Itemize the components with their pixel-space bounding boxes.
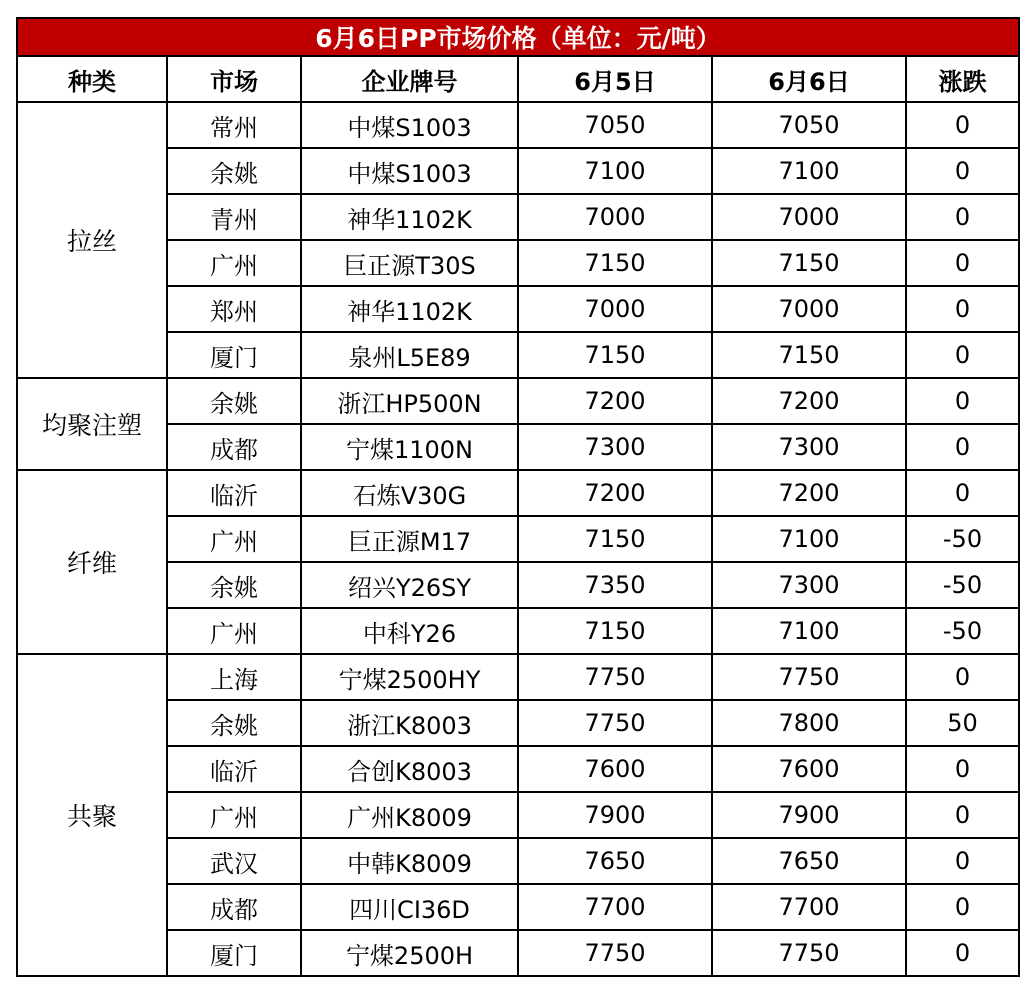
market-cell: 厦门	[167, 332, 301, 378]
prev-price-cell: 7150	[518, 240, 712, 286]
brand-cell: 中煤S1003	[301, 102, 518, 148]
prev-price-cell: 7750	[518, 654, 712, 700]
table-row	[17, 240, 1019, 286]
header-change: 涨跌	[906, 56, 1019, 102]
brand-cell: 宁煤1100N	[301, 424, 518, 470]
curr-price-cell: 7800	[712, 700, 906, 746]
prev-price-cell: 7150	[518, 608, 712, 654]
curr-price-cell: 7600	[712, 746, 906, 792]
table-row	[17, 654, 1019, 700]
brand-cell: 绍兴Y26SY	[301, 562, 518, 608]
brand-cell: 广州K8009	[301, 792, 518, 838]
market-cell: 广州	[167, 792, 301, 838]
change-cell: 0	[906, 884, 1019, 930]
curr-price-cell: 7300	[712, 424, 906, 470]
title-row	[17, 18, 1019, 56]
table-body	[17, 102, 1019, 976]
brand-cell: 泉州L5E89	[301, 332, 518, 378]
market-cell: 广州	[167, 516, 301, 562]
curr-price-cell: 7000	[712, 286, 906, 332]
change-cell: 0	[906, 378, 1019, 424]
prev-price-cell: 7350	[518, 562, 712, 608]
market-cell: 临沂	[167, 470, 301, 516]
change-cell: 0	[906, 838, 1019, 884]
table-row	[17, 562, 1019, 608]
table-row	[17, 516, 1019, 562]
market-cell: 余姚	[167, 700, 301, 746]
market-cell: 余姚	[167, 148, 301, 194]
market-cell: 青州	[167, 194, 301, 240]
change-cell: 0	[906, 746, 1019, 792]
change-cell: 0	[906, 286, 1019, 332]
brand-cell: 神华1102K	[301, 194, 518, 240]
market-cell: 广州	[167, 608, 301, 654]
brand-cell: 浙江HP500N	[301, 378, 518, 424]
change-cell: -50	[906, 516, 1019, 562]
market-cell: 厦门	[167, 930, 301, 976]
price-table	[16, 17, 1020, 977]
table-row	[17, 700, 1019, 746]
table-row	[17, 884, 1019, 930]
table-row	[17, 470, 1019, 516]
prev-price-cell: 7650	[518, 838, 712, 884]
table-row	[17, 148, 1019, 194]
header-brand: 企业牌号	[301, 56, 518, 102]
curr-price-cell: 7200	[712, 378, 906, 424]
category-cell: 均聚注塑	[17, 378, 167, 470]
market-cell: 郑州	[167, 286, 301, 332]
prev-price-cell: 7050	[518, 102, 712, 148]
brand-cell: 四川CI36D	[301, 884, 518, 930]
prev-price-cell: 7700	[518, 884, 712, 930]
change-cell: 0	[906, 654, 1019, 700]
prev-price-cell: 7200	[518, 470, 712, 516]
curr-price-cell: 7200	[712, 470, 906, 516]
market-cell: 成都	[167, 424, 301, 470]
change-cell: 50	[906, 700, 1019, 746]
brand-cell: 宁煤2500HY	[301, 654, 518, 700]
curr-price-cell: 7100	[712, 516, 906, 562]
curr-price-cell: 7150	[712, 240, 906, 286]
table-row	[17, 608, 1019, 654]
change-cell: 0	[906, 332, 1019, 378]
market-cell: 上海	[167, 654, 301, 700]
prev-price-cell: 7300	[518, 424, 712, 470]
change-cell: -50	[906, 562, 1019, 608]
curr-price-cell: 7700	[712, 884, 906, 930]
market-cell: 常州	[167, 102, 301, 148]
curr-price-cell: 7050	[712, 102, 906, 148]
market-cell: 成都	[167, 884, 301, 930]
change-cell: 0	[906, 424, 1019, 470]
prev-price-cell: 7100	[518, 148, 712, 194]
market-cell: 余姚	[167, 378, 301, 424]
prev-price-cell: 7750	[518, 930, 712, 976]
header-curr-date: 6月6日	[712, 56, 906, 102]
prev-price-cell: 7150	[518, 516, 712, 562]
category-cell: 共聚	[17, 654, 167, 976]
brand-cell: 巨正源M17	[301, 516, 518, 562]
table-row	[17, 792, 1019, 838]
header-category: 种类	[17, 56, 167, 102]
prev-price-cell: 7000	[518, 286, 712, 332]
change-cell: 0	[906, 102, 1019, 148]
price-table-container	[16, 17, 1020, 977]
brand-cell: 中科Y26	[301, 608, 518, 654]
change-cell: 0	[906, 470, 1019, 516]
curr-price-cell: 7150	[712, 332, 906, 378]
brand-cell: 巨正源T30S	[301, 240, 518, 286]
curr-price-cell: 7650	[712, 838, 906, 884]
table-row	[17, 930, 1019, 976]
curr-price-cell: 7300	[712, 562, 906, 608]
table-row	[17, 286, 1019, 332]
change-cell: 0	[906, 792, 1019, 838]
curr-price-cell: 7000	[712, 194, 906, 240]
curr-price-cell: 7750	[712, 654, 906, 700]
market-cell: 广州	[167, 240, 301, 286]
prev-price-cell: 7600	[518, 746, 712, 792]
curr-price-cell: 7100	[712, 608, 906, 654]
market-cell: 武汉	[167, 838, 301, 884]
prev-price-cell: 7900	[518, 792, 712, 838]
header-market: 市场	[167, 56, 301, 102]
brand-cell: 石炼V30G	[301, 470, 518, 516]
table-title: 6月6日PP市场价格（单位：元/吨）	[17, 18, 1019, 56]
curr-price-cell: 7100	[712, 148, 906, 194]
table-row	[17, 194, 1019, 240]
prev-price-cell: 7150	[518, 332, 712, 378]
curr-price-cell: 7900	[712, 792, 906, 838]
header-prev-date: 6月5日	[518, 56, 712, 102]
change-cell: 0	[906, 148, 1019, 194]
table-row	[17, 332, 1019, 378]
brand-cell: 宁煤2500H	[301, 930, 518, 976]
brand-cell: 浙江K8003	[301, 700, 518, 746]
prev-price-cell: 7000	[518, 194, 712, 240]
table-row	[17, 102, 1019, 148]
curr-price-cell: 7750	[712, 930, 906, 976]
table-row	[17, 378, 1019, 424]
brand-cell: 中韩K8009	[301, 838, 518, 884]
prev-price-cell: 7200	[518, 378, 712, 424]
category-cell: 拉丝	[17, 102, 167, 378]
table-row	[17, 746, 1019, 792]
header-row	[17, 56, 1019, 102]
market-cell: 临沂	[167, 746, 301, 792]
prev-price-cell: 7750	[518, 700, 712, 746]
market-cell: 余姚	[167, 562, 301, 608]
table-row	[17, 424, 1019, 470]
category-cell: 纤维	[17, 470, 167, 654]
brand-cell: 神华1102K	[301, 286, 518, 332]
change-cell: 0	[906, 240, 1019, 286]
change-cell: -50	[906, 608, 1019, 654]
brand-cell: 中煤S1003	[301, 148, 518, 194]
change-cell: 0	[906, 194, 1019, 240]
change-cell: 0	[906, 930, 1019, 976]
brand-cell: 合创K8003	[301, 746, 518, 792]
table-row	[17, 838, 1019, 884]
